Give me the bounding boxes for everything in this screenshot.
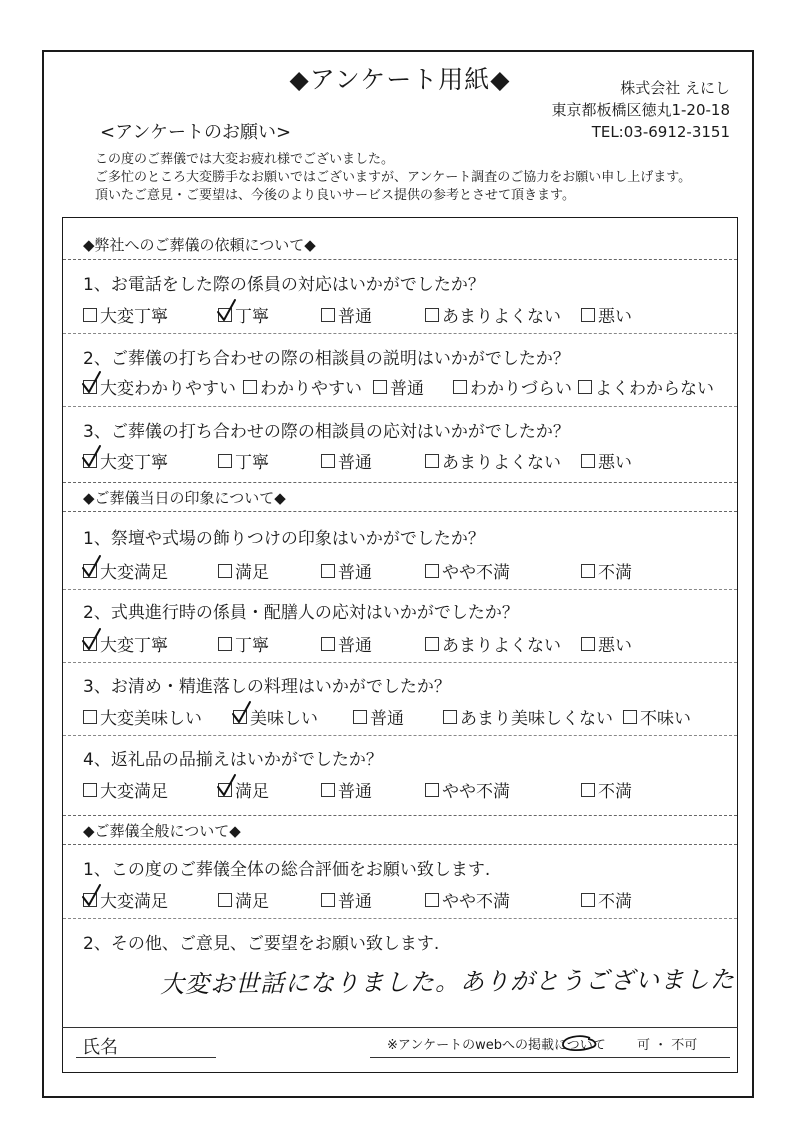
checkbox-icon[interactable] [353, 710, 367, 724]
company-name: 株式会社 えにし [620, 79, 730, 97]
option-label: あまりよくない [442, 307, 561, 327]
question-text: 1、祭壇や式場の飾りつけの印象はいかがでしたか？ [83, 529, 485, 549]
checkbox-icon[interactable] [581, 637, 595, 651]
option-checkbox[interactable] [425, 777, 510, 802]
option-checkbox[interactable] [321, 448, 372, 473]
checkbox-icon[interactable] [581, 783, 595, 797]
option-checkbox[interactable] [453, 374, 572, 399]
option-label: 普通 [338, 307, 372, 327]
question-options [83, 631, 727, 655]
option-label: 普通 [338, 453, 372, 473]
question-text: 2、その他、ご意見、ご要望をお願い致します. [83, 934, 440, 954]
checkbox-icon[interactable] [321, 783, 335, 797]
option-label: 美味しい [250, 709, 318, 729]
check-mark-icon [232, 701, 252, 725]
option-checkbox[interactable] [443, 704, 613, 729]
check-mark-icon [82, 445, 102, 469]
check-mark-icon [82, 555, 102, 579]
checkbox-icon[interactable] [243, 380, 257, 394]
web-publish-note: ※アンケートのwebへの掲載について [387, 1038, 606, 1053]
question-text: 1、この度のご葬儀全体の総合評価をお願い致します. [83, 860, 491, 880]
option-checkbox[interactable] [581, 448, 632, 473]
checkbox-icon[interactable] [425, 893, 439, 907]
option-label: わかりやすい [260, 379, 362, 399]
divider [63, 589, 737, 590]
option-label: 悪い [598, 636, 632, 656]
section-heading: ◆ご葬儀全般について◆ [63, 815, 737, 845]
option-checkbox[interactable] [83, 302, 168, 327]
option-checkbox[interactable] [581, 777, 632, 802]
check-mark-icon [82, 628, 102, 652]
option-checkbox[interactable] [581, 558, 632, 583]
section-heading: ◆ご葬儀当日の印象について◆ [63, 482, 737, 512]
option-checkbox[interactable] [321, 558, 372, 583]
option-label: 大変丁寧 [100, 636, 168, 656]
hand-drawn-circle-icon [560, 1034, 600, 1054]
checkbox-icon[interactable] [233, 710, 247, 724]
option-label: 不満 [598, 563, 632, 583]
option-label: 大変美味しい [100, 709, 202, 729]
footer-row [62, 1027, 738, 1060]
option-label: やや不満 [442, 892, 510, 912]
web-field-line [370, 1057, 730, 1058]
option-checkbox[interactable] [218, 558, 269, 583]
checkbox-icon[interactable] [321, 308, 335, 322]
option-label: 普通 [390, 379, 424, 399]
option-checkbox[interactable] [83, 448, 168, 473]
option-label: 丁寧 [235, 453, 269, 473]
divider [63, 735, 737, 736]
checkbox-icon[interactable] [83, 380, 97, 394]
question-options [83, 302, 727, 326]
check-mark-icon [82, 371, 102, 395]
checkbox-icon[interactable] [425, 564, 439, 578]
check-mark-icon [217, 299, 237, 323]
checkbox-icon[interactable] [425, 783, 439, 797]
checkbox-icon[interactable] [83, 308, 97, 322]
option-label: 満足 [235, 563, 269, 583]
option-label: あまり美味しくない [460, 709, 613, 729]
checkbox-icon[interactable] [321, 454, 335, 468]
option-label: わかりづらい [470, 379, 572, 399]
option-checkbox[interactable] [321, 777, 372, 802]
checkbox-icon[interactable] [443, 710, 457, 724]
name-field-line [76, 1057, 216, 1058]
checkbox-icon[interactable] [425, 454, 439, 468]
survey-box [62, 217, 738, 1073]
check-mark-icon [82, 884, 102, 908]
option-checkbox[interactable] [623, 704, 691, 729]
checkbox-icon[interactable] [218, 893, 232, 907]
option-checkbox[interactable] [321, 631, 372, 656]
option-checkbox[interactable] [581, 887, 632, 912]
option-checkbox[interactable] [425, 558, 510, 583]
option-checkbox[interactable] [233, 704, 318, 729]
checkbox-icon[interactable] [83, 454, 97, 468]
option-checkbox[interactable] [243, 374, 362, 399]
question-options [83, 448, 727, 472]
option-label: 大変満足 [100, 563, 168, 583]
option-checkbox[interactable] [321, 887, 372, 912]
checkbox-icon[interactable] [218, 564, 232, 578]
option-label: 大変丁寧 [100, 307, 168, 327]
checkbox-icon[interactable] [218, 783, 232, 797]
checkbox-icon[interactable] [83, 893, 97, 907]
divider [63, 333, 737, 334]
company-address: 東京都板橋区徳丸1-20-18 [551, 101, 730, 119]
option-label: 悪い [598, 307, 632, 327]
option-checkbox[interactable] [218, 777, 269, 802]
option-label: やや不満 [442, 563, 510, 583]
name-label: 氏名 [82, 1037, 118, 1058]
web-permission: 可 ・ 不可 [637, 1038, 698, 1053]
checkbox-icon[interactable] [321, 893, 335, 907]
option-checkbox[interactable] [578, 374, 714, 399]
option-checkbox[interactable] [581, 631, 632, 656]
check-mark-icon [217, 774, 237, 798]
company-tel: TEL:03-6912-3151 [591, 123, 730, 141]
divider [63, 918, 737, 919]
option-checkbox[interactable] [425, 887, 510, 912]
option-label: 満足 [235, 892, 269, 912]
question-options [83, 887, 727, 911]
option-label: やや不満 [442, 782, 510, 802]
checkbox-icon[interactable] [321, 637, 335, 651]
section-heading: ◆弊社へのご葬儀の依頼について◆ [63, 230, 737, 260]
option-label: 大変わかりやすい [100, 379, 236, 399]
option-label: 丁寧 [235, 307, 269, 327]
option-checkbox[interactable] [373, 374, 424, 399]
divider [63, 406, 737, 407]
option-checkbox[interactable] [581, 302, 632, 327]
option-label: あまりよくない [442, 636, 561, 656]
checkbox-icon[interactable] [578, 380, 592, 394]
checkbox-icon[interactable] [83, 783, 97, 797]
question-text: 2、式典進行時の係員・配膳人の応対はいかがでしたか？ [83, 603, 519, 623]
option-checkbox[interactable] [218, 887, 269, 912]
intro-line: ご多忙のところ大変勝手なお願いではございますが、アンケート調査のご協力をお願い申し上げます。 [95, 170, 692, 185]
option-checkbox[interactable] [218, 631, 269, 656]
question-text: 3、ご葬儀の打ち合わせの際の相談員の応対はいかがでしたか？ [83, 422, 570, 442]
option-checkbox[interactable] [83, 887, 168, 912]
option-checkbox[interactable] [83, 558, 168, 583]
option-label: 悪い [598, 453, 632, 473]
option-label: 丁寧 [235, 636, 269, 656]
option-label: 普通 [338, 892, 372, 912]
checkbox-icon[interactable] [581, 454, 595, 468]
checkbox-icon[interactable] [83, 710, 97, 724]
option-checkbox[interactable] [218, 302, 269, 327]
option-label: 不満 [598, 892, 632, 912]
question-options [83, 374, 727, 398]
checkbox-icon[interactable] [623, 710, 637, 724]
checkbox-icon[interactable] [218, 637, 232, 651]
option-label: 大変丁寧 [100, 453, 168, 473]
checkbox-icon[interactable] [581, 893, 595, 907]
option-checkbox[interactable] [83, 777, 168, 802]
checkbox-icon[interactable] [453, 380, 467, 394]
option-label: 満足 [235, 782, 269, 802]
intro-line: この度のご葬儀では大変お疲れ様でございました。 [95, 152, 395, 167]
company-info [551, 77, 730, 143]
question-text: 1、お電話をした際の係員の対応はいかがでしたか？ [83, 275, 485, 295]
checkbox-icon[interactable] [218, 308, 232, 322]
question-options [83, 558, 727, 582]
option-checkbox[interactable] [425, 448, 561, 473]
option-label: 普通 [338, 563, 372, 583]
option-checkbox[interactable] [321, 302, 372, 327]
option-checkbox[interactable] [83, 631, 168, 656]
checkbox-icon[interactable] [218, 454, 232, 468]
option-label: 大変満足 [100, 782, 168, 802]
checkbox-icon[interactable] [425, 637, 439, 651]
option-label: 不満 [598, 782, 632, 802]
checkbox-icon[interactable] [425, 308, 439, 322]
option-label: 普通 [338, 636, 372, 656]
intro-heading: <アンケートのお願い> [100, 122, 292, 143]
checkbox-icon[interactable] [321, 564, 335, 578]
option-label: 普通 [338, 782, 372, 802]
question-text: 3、お清め・精進落しの料理はいかがでしたか？ [83, 677, 451, 697]
question-text: 4、返礼品の品揃えはいかがでしたか？ [83, 750, 383, 770]
form-title: ◆アンケート用紙◆ [289, 65, 511, 94]
option-label: 普通 [370, 709, 404, 729]
question-text: 2、ご葬儀の打ち合わせの際の相談員の説明はいかがでしたか？ [83, 349, 570, 369]
intro-line: 頂いたご意見・ご要望は、今後のより良いサービス提供の参考とさせて頂きます。 [95, 188, 575, 203]
option-label: あまりよくない [442, 453, 561, 473]
option-checkbox[interactable] [353, 704, 404, 729]
handwritten-comment: 大変お世話になりました。ありがとうございました [159, 965, 736, 999]
option-label: よくわからない [595, 379, 714, 399]
divider [63, 662, 737, 663]
option-checkbox[interactable] [425, 302, 561, 327]
checkbox-icon[interactable] [373, 380, 387, 394]
option-checkbox[interactable] [425, 631, 561, 656]
option-checkbox[interactable] [218, 448, 269, 473]
option-checkbox[interactable] [83, 374, 236, 399]
checkbox-icon[interactable] [581, 564, 595, 578]
checkbox-icon[interactable] [581, 308, 595, 322]
intro-text [95, 151, 691, 205]
checkbox-icon[interactable] [83, 564, 97, 578]
checkbox-icon[interactable] [83, 637, 97, 651]
option-label: 大変満足 [100, 892, 168, 912]
question-options [83, 704, 727, 728]
option-label: 不味い [640, 709, 691, 729]
question-options [83, 777, 727, 801]
option-checkbox[interactable] [83, 704, 202, 729]
